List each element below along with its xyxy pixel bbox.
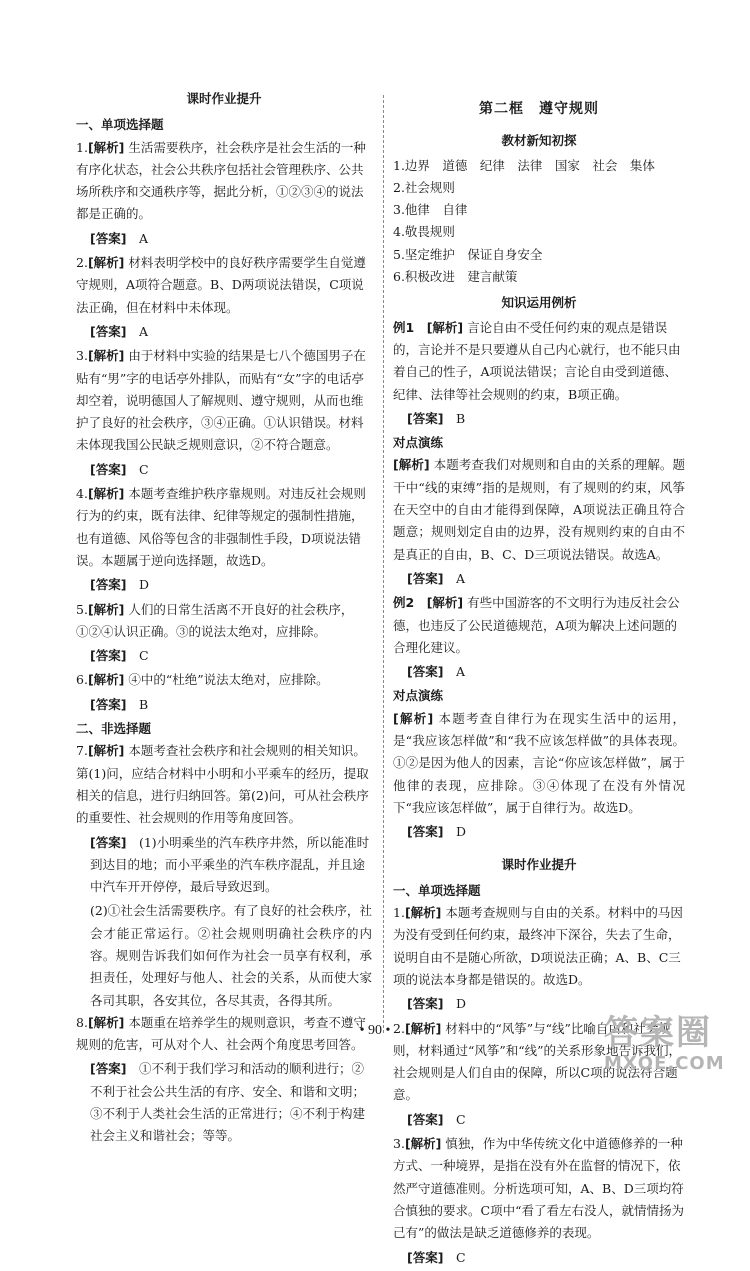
analysis-tag: [解析] [87,139,125,155]
question-number: 4. [76,486,88,502]
answer-tag: [答案] [407,410,444,426]
answer-tag: [答案] [90,1061,127,1077]
answer-value: A [455,570,465,586]
question-number: 2. [393,1020,405,1036]
drill-heading: 对点演练 [393,435,444,451]
answer-value: C [455,1249,466,1265]
example-label: 例2 [393,595,415,611]
analysis-text: 材料中的“风筝”与“线”比喻自由和社会规则，材料通过“风筝”和“线”的关系形象地告诉我们，社会规则是人们自由的保障，所以C项的说法符合题意。 [393,1020,682,1103]
question-number: 3. [76,348,88,364]
analysis-text: 有些中国游客的不文明行为违反社会公德，也违反了公民道德规范，A项为解决上述问题的合理化建议。 [393,595,680,655]
list-item: 1.边界 道德 纪律 法律 国家 社会 集体 [393,157,655,173]
question-number: 1. [393,905,405,921]
column-divider [383,95,384,1033]
analysis-tag: [解析] [404,1136,442,1152]
analysis-text: 本题考查规则与自由的关系。材料中的马因为没有受到任何约束，最终冲下深谷，失去了生命，说明自由不是随心所欲，D项说法正确；A、B、C三项的说法本身都是错误的。故选D。 [393,905,683,987]
analysis-text: 材料表明学校中的良好秩序需要学生自觉遵守规则，A项符合题意。B、D两项说法错误，C项说法正确，但在材料中未体现。 [76,255,366,315]
left-column [76,84,372,1150]
question-number: 6. [76,672,88,688]
answer-tag: [答案] [90,648,127,664]
analysis-tag: [解析] [393,710,434,726]
analysis-tag: [解析] [404,1020,442,1036]
answer-tag: [答案] [407,1249,444,1265]
question-number: 5. [76,601,88,617]
answer-line [90,459,372,481]
analysis-tag: [解析] [426,595,464,611]
analysis-tag: [解析] [87,601,125,617]
answer-line [407,821,685,843]
question-item [76,137,372,226]
analysis-tag: [解析] [87,743,125,759]
list-item: 6.积极改进 建言献策 [393,269,518,285]
analysis-tag: [解析] [87,672,125,688]
answer-value: A [455,664,465,680]
analysis-text: 慎独，作为中华传统文化中道德修养的一种方式、一种境界，是指在没有外在监督的情况下，依然严守道德准则。分析选项可知，A、B、D三项均符合慎独的要求。C项中“看了看左右没人，就情情扬为己有”的做法是缺乏道德修养的表现。 [393,1136,684,1241]
answer-line [90,574,372,596]
watermark-text: 答案圈 [604,1013,712,1053]
analysis-text: 本题重在培养学生的规则意识，考查不遵守规则的危害，可从对个人、社会两个角度思考回答。 [76,1014,366,1053]
section-title: 课时作业提升 [501,856,577,872]
answer-line [407,568,685,590]
answer-tag: [答案] [90,834,127,850]
answer-value: B [138,696,149,712]
answer-value: D [138,577,149,593]
section-heading: 一、单项选择题 [76,117,164,133]
answer-value: (1)小明乘坐的汽车秩序井然，所以能准时到达目的地；而小平乘坐的汽车秩序混乱，并且途中汽车开开停停，最后导致迟到。 [90,834,370,895]
question-number: 2. [76,255,88,271]
answer-line [407,1247,685,1269]
analysis-tag: [解析] [404,905,442,921]
list-item: 5.坚定维护 保证自身安全 [393,246,543,262]
subsection-title: 知识运用例析 [501,295,577,311]
analysis-text: 本题考查社会秩序和社会规则的相关知识。第(1)问，应结合材料中小明和小平乘车的经历，提取相关的信息，进行归纳回答。第(2)问，可从社会秩序的重要性、社会规则的作用等角度回答。 [76,743,369,826]
answer-tag: [答案] [90,323,127,339]
knowledge-list [393,155,685,289]
analysis-text: 本题考查我们对规则和自由的关系的理解。题干中“线的束缚”指的是规则，有了规则的约束，风筝在天空中的自由才能得到保障，A项说法正确且符合题意；规则划定自由的边界，没有规则约束的自由不是真正的自由，B、C、D三项说法错误。故选A。 [393,457,685,562]
list-item: 4.敬畏规则 [393,224,455,240]
answer-line [90,645,372,667]
answer-tag: [答案] [90,461,127,477]
question-item [393,902,685,991]
analysis-text: 言论自由不受任何约束的观点是错误的，言论并不是只要遵从自己内心就行，也不能只由着自己的性子，A项说法错误；言论自由受到道德、纪律、法律等社会规则的约束，B项正确。 [393,319,681,402]
chapter-title: 第二框 遵守规则 [479,101,599,117]
analysis-tag: [解析] [87,1014,125,1030]
answer-line [90,321,372,343]
answer-tag: [答案] [407,1111,444,1127]
analysis-tag: [解析] [87,486,125,502]
analysis-text: 人们的日常生活离不开良好的社会秩序，①②④认识正确。③的说法太绝对，应排除。 [76,601,354,639]
question-item [393,1133,685,1244]
answer-value: C [455,1111,466,1127]
example-item [393,592,685,659]
question-number: 1. [76,139,88,155]
answer-tag: [答案] [407,996,444,1012]
answer-value: B [455,410,466,426]
answer-value: D [455,996,466,1012]
question-item [76,345,372,456]
answer-line [90,832,372,899]
answer-line [407,408,685,430]
answer-paragraph: (2)①社会生活需要秩序。有了良好的社会秩序，社会才能正常运行。②社会规则明确社会秩序的内容。规则告诉我们如何作为社会一员享有权利，承担责任，处理好与他人、社会的关系，从而使大家各司其职，各安其位，各尽其责，各得其所。 [90,903,372,1008]
analysis-text: ④中的“杜绝”说法太绝对，应排除。 [128,672,329,688]
answer-value: A [138,323,148,339]
example-label: 例1 [393,319,415,335]
question-number: 8. [76,1014,88,1030]
question-number: 3. [393,1136,405,1152]
answer-value: C [138,648,149,664]
answer-tag: [答案] [407,664,444,680]
answer-line [407,661,685,683]
question-item [76,483,372,572]
watermark-logo [604,1013,742,1083]
question-item [76,599,372,644]
answer-value: A [138,230,148,246]
question-item [76,740,372,829]
answer-tag: [答案] [90,696,127,712]
drill-item [393,454,685,565]
section-heading: 二、非选择题 [76,721,152,737]
right-column [393,84,685,1271]
answer-tag: [答案] [90,230,127,246]
answer-line [407,1109,685,1131]
answer-value: ①不利于我们学习和活动的顺利进行；②不利于社会公共生活的有序、安全、和谐和文明；③不利于人类社会生活的正常进行；④不利于构建社会主义和谐社会；等等。 [90,1061,366,1144]
example-item [393,317,685,406]
answer-line [90,228,372,250]
answer-tag: [答案] [407,570,444,586]
analysis-tag: [解析] [87,255,125,271]
list-item: 3.他律 自律 [393,202,468,218]
analysis-text: 本题考查自律行为在现实生活中的运用，是“我应该怎样做”和“我不应该怎样做”的具体表现。①②是因为他人的因素，言论“你应该怎样做”，属于他律的表现，应排除。③④体现了在没有外情况下“我应该怎样做”，属于自律行为。故选D。 [393,710,685,815]
question-item [76,669,372,691]
answer-tag: [答案] [90,577,127,593]
analysis-text: 由于材料中实验的结果是七八个德国男子在贴有“男”字的电话亭外排队，而贴有“女”字的电话亭却空着，说明德国人了解规则、遵守规则，从而也维护了良好的社会秩序，③④正确。①认识错误。材料未体现我国公民缺乏规则意识，②不符合题意。 [76,348,366,453]
drill-heading: 对点演练 [393,688,444,704]
page-number: • 90 • [359,1023,391,1038]
question-item [76,252,372,319]
list-item: 2.社会规则 [393,179,455,195]
answer-line [90,1058,372,1147]
answer-value: D [455,824,466,840]
question-number: 7. [76,743,88,759]
drill-item [393,708,685,819]
answer-value: C [138,461,149,477]
answer-line [90,694,372,716]
watermark-url: MXQE.COM [604,1053,725,1074]
section-title: 课时作业提升 [186,91,262,106]
analysis-tag: [解析] [87,348,125,364]
answer-tag: [答案] [407,824,444,840]
analysis-text: 生活需要秩序，社会秩序是社会生活的一种有序化状态，社会公共秩序包括社会管理秩序、公共场所秩序和交通秩序等，据此分析，①②③④的说法都是正确的。 [76,139,366,222]
analysis-tag: [解析] [393,457,430,473]
subsection-title: 教材新知初探 [501,133,577,149]
section-heading: 一、单项选择题 [393,882,481,898]
analysis-text: 本题考查维护秩序靠规则。对违反社会规则行为的约束，既有法律、纪律等规定的强制性措施，也有道德、风俗等包含的非强制性手段，D项说法错误。本题属于逆向选择题，故选D。 [76,486,366,568]
analysis-tag: [解析] [426,319,464,335]
